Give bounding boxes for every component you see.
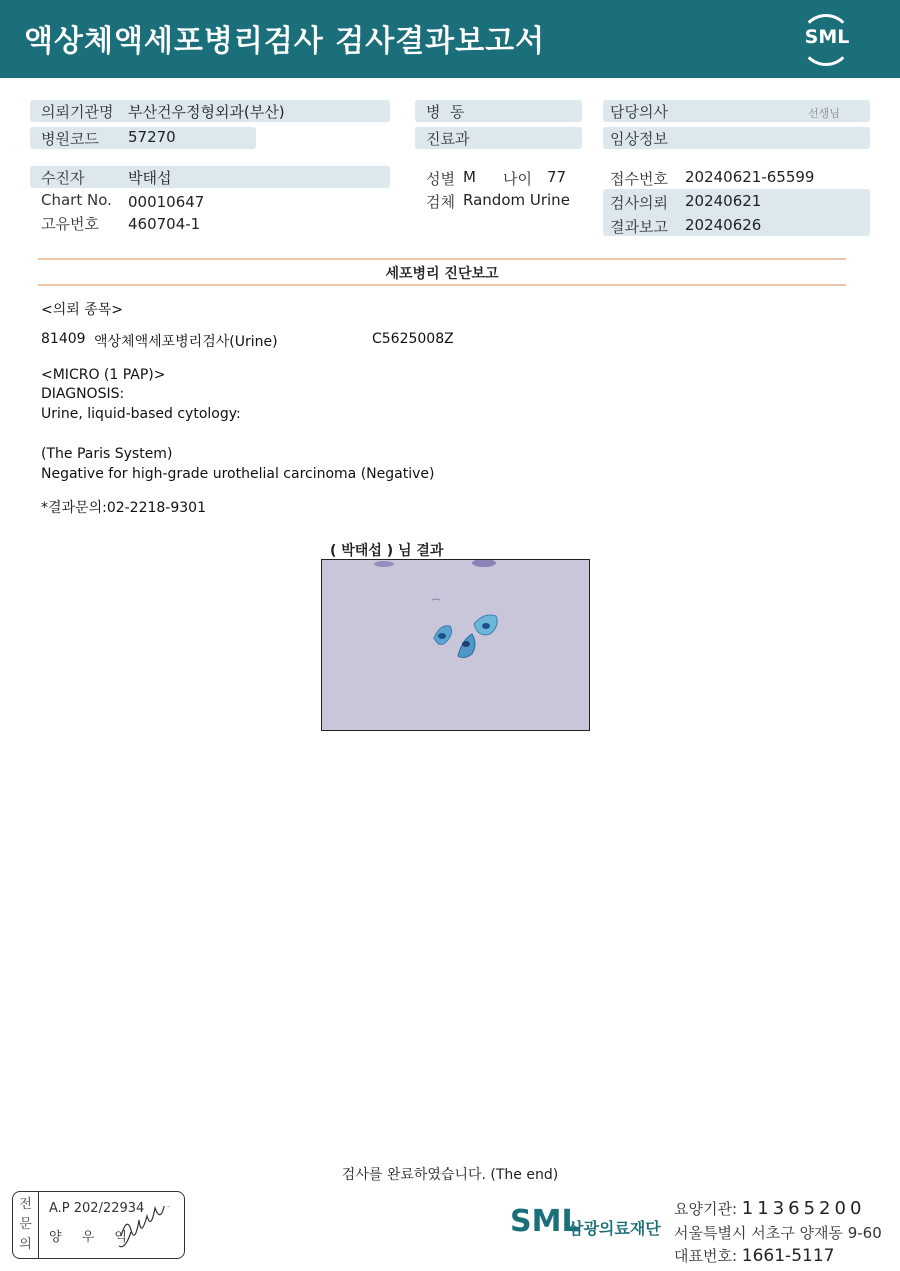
stamp-license: A.P 202/22934 xyxy=(49,1201,145,1216)
unique-label: 고유번호 xyxy=(41,215,99,233)
institution-label: 의뢰기관명 xyxy=(41,103,114,121)
classification-system: (The Paris System) xyxy=(41,446,173,462)
doctor-label: 담당의사 xyxy=(610,103,668,121)
sex-label: 성별 xyxy=(426,170,455,188)
unique-value: 460704-1 xyxy=(128,215,201,233)
hospital-code-label: 병원코드 xyxy=(41,130,99,148)
footer-logo-sml: SML xyxy=(510,1204,581,1239)
receipt-label: 접수번호 xyxy=(610,170,668,188)
requested-label: 검사의뢰 xyxy=(610,194,668,212)
ward-label: 병 동 xyxy=(426,103,465,121)
dept-label: 진료과 xyxy=(426,130,470,148)
requested-value: 20240621 xyxy=(685,192,762,210)
patient-label: 수진자 xyxy=(41,169,85,187)
item-name: 액상체액세포병리검사(Urine) xyxy=(94,334,278,350)
footer-address: 서울특별시 서초구 양재동 9-60 xyxy=(674,1224,882,1242)
specimen-label: 검체 xyxy=(426,193,455,211)
footer-phone-value: 1661-5117 xyxy=(741,1246,835,1266)
section-rule-top xyxy=(38,258,846,260)
micro-heading: <MICRO (1 PAP)> xyxy=(41,367,166,383)
signature-graphic xyxy=(117,1206,181,1250)
stamp-vertical-label xyxy=(13,1192,39,1258)
micrograph-svg xyxy=(322,560,589,730)
institution-value: 부산건우정형외과(부산) xyxy=(128,103,285,121)
section-rule-bottom xyxy=(38,284,846,286)
stamp-name: 양 우 익 xyxy=(49,1230,135,1245)
footer-logo xyxy=(510,1200,670,1256)
doctor-suffix: 선생님 xyxy=(808,107,840,120)
contact-info: *결과문의:02-2218-9301 xyxy=(41,500,206,516)
patient-value: 박태섭 xyxy=(128,169,172,187)
diagnosis-label: DIAGNOSIS: xyxy=(41,386,125,402)
chart-value: 00010647 xyxy=(128,193,205,211)
item-id: C5625008Z xyxy=(372,331,454,347)
image-caption: ( 박태섭 ) 님 결과 xyxy=(330,543,444,559)
chart-label: Chart No. xyxy=(41,191,112,209)
section-title: 세포병리 진단보고 xyxy=(385,266,499,282)
footer-logo-name: 삼광의료재단 xyxy=(568,1219,661,1238)
specimen-value: Random Urine xyxy=(463,191,570,209)
institution-number-label: 요양기관: xyxy=(674,1200,738,1218)
report-title: 액상체액세포병리검사 검사결과보고서 xyxy=(24,24,546,59)
hospital-code-value: 57270 xyxy=(128,128,176,146)
stamp-vertical-text: 전문의 xyxy=(19,1197,32,1252)
report-header xyxy=(0,0,900,78)
age-value: 77 xyxy=(547,168,567,186)
reported-value: 20240626 xyxy=(685,216,762,234)
sex-value: M xyxy=(463,168,476,186)
specialist-stamp xyxy=(12,1191,185,1259)
footer-phone-label: 대표번호: xyxy=(674,1247,738,1265)
age-label: 나이 xyxy=(503,170,532,188)
diagnosis-result: Negative for high-grade urothelial carcinoma (Negative) xyxy=(41,466,435,482)
items-heading: <의뢰 종목> xyxy=(41,302,124,318)
specimen-description: Urine, liquid-based cytology: xyxy=(41,406,241,422)
sml-logo xyxy=(798,12,856,64)
cytology-micrograph xyxy=(321,559,590,731)
clinical-label: 임상정보 xyxy=(610,130,668,148)
item-code: 81409 xyxy=(41,331,86,347)
receipt-value: 20240621-65599 xyxy=(685,168,815,186)
reported-label: 결과보고 xyxy=(610,218,668,236)
footer-phone xyxy=(674,1245,834,1266)
logo-text: SML xyxy=(804,26,850,48)
end-text: 검사를 완료하였습니다. (The end) xyxy=(341,1167,559,1183)
institution-number xyxy=(674,1198,865,1219)
institution-number-value: 11365200 xyxy=(741,1198,866,1219)
